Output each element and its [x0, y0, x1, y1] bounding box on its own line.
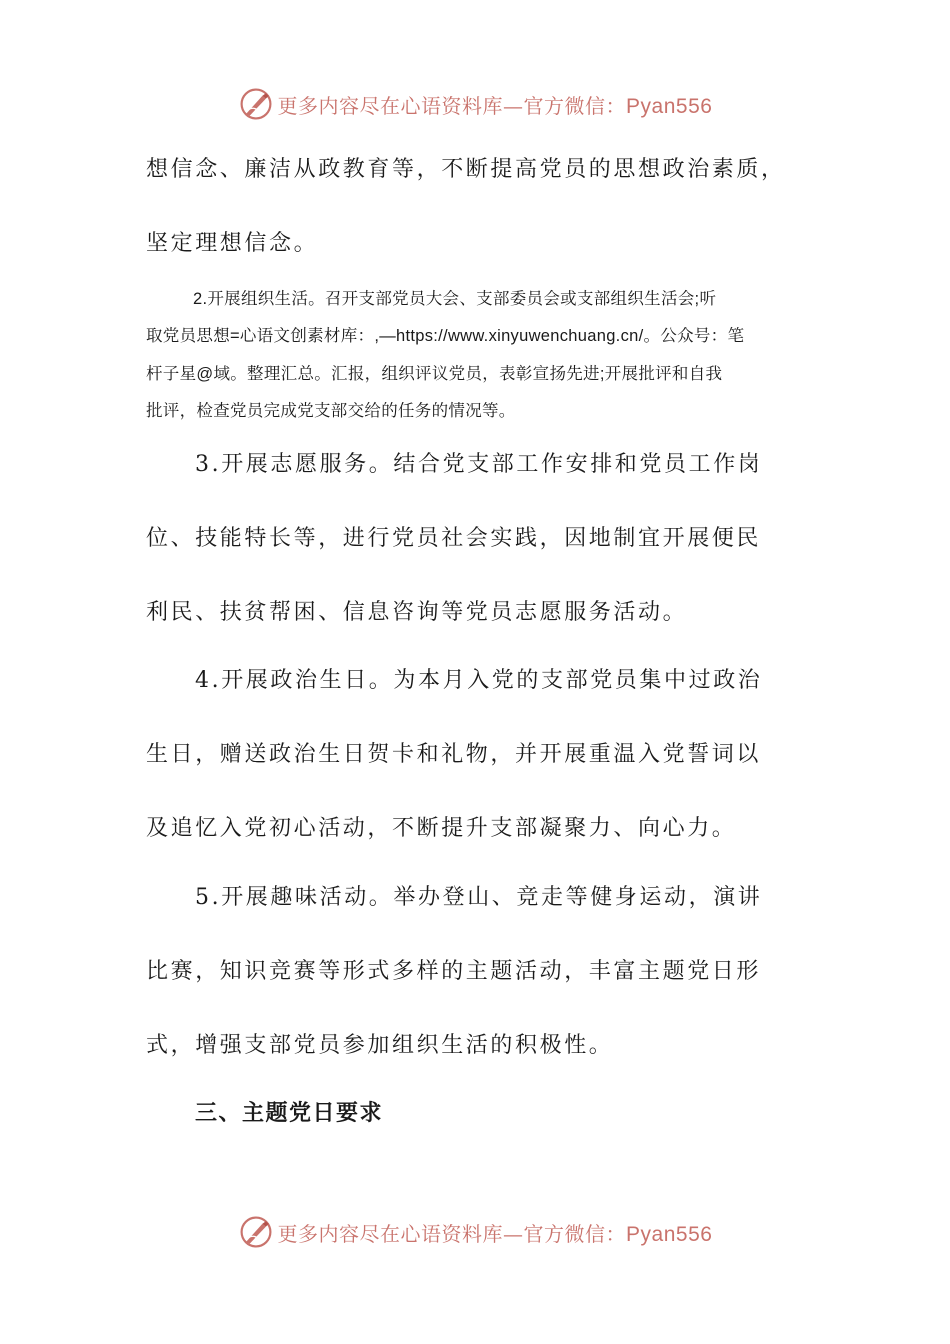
- para2-line1: 2.开展组织生活。召开支部党员大会、支部委员会或支部组织生活会;听: [193, 290, 717, 308]
- para3-line3: 利民、扶贫帮困、信息咨询等党员志愿服务活动。: [146, 600, 688, 625]
- footer-banner: [0, 1212, 950, 1252]
- header-banner-text: 更多内容尽在心语资料库—官方微信：Pyan556: [277, 93, 713, 118]
- section-heading: 三、主题党日要求: [195, 1101, 384, 1126]
- para2-line3: 杆子星@域。整理汇总。汇报，组织评议党员，表彰宣扬先进;开展批评和自我: [146, 365, 723, 383]
- para5-line2: 比赛，知识竞赛等形式多样的主题活动，丰富主题党日形: [146, 959, 762, 984]
- pen-circle-logo-icon: [238, 86, 274, 122]
- para1-line1: 想信念、廉洁从政教育等，不断提高党员的思想政治素质，: [146, 157, 786, 182]
- para4-line3: 及追忆入党初心活动，不断提升支部凝聚力、向心力。: [146, 816, 737, 841]
- footer-wechat-id: Pyan556: [626, 1222, 713, 1246]
- para2-line4: 批评，检查党员完成党支部交给的任务的情况等。: [146, 402, 516, 420]
- para3-line1: 3.开展志愿服务。结合党支部工作安排和党员工作岗: [195, 452, 763, 477]
- para3-line2: 位、技能特长等，进行党员社会实践，因地制宜开展便民: [146, 526, 762, 551]
- pen-circle-logo-icon: [238, 1214, 274, 1250]
- para4-line2: 生日，赠送政治生日贺卡和礼物，并开展重温入党誓词以: [146, 742, 762, 767]
- header-banner: [0, 84, 950, 124]
- para4-line1: 4.开展政治生日。为本月入党的支部党员集中过政治: [195, 668, 763, 693]
- para2-line2: 取党员思想=心语文创素材库：,—https://www.xinyuwenchuang.cn/。公众号：笔: [146, 327, 745, 345]
- para5-line1: 5.开展趣味活动。举办登山、竞走等健身运动，演讲: [195, 885, 763, 910]
- header-wechat-id: Pyan556: [626, 94, 713, 118]
- footer-banner-text: 更多内容尽在心语资料库—官方微信：Pyan556: [277, 1221, 713, 1246]
- para5-line3: 式，增强支部党员参加组织生活的积极性。: [146, 1033, 614, 1058]
- para1-line2: 坚定理想信念。: [146, 231, 319, 256]
